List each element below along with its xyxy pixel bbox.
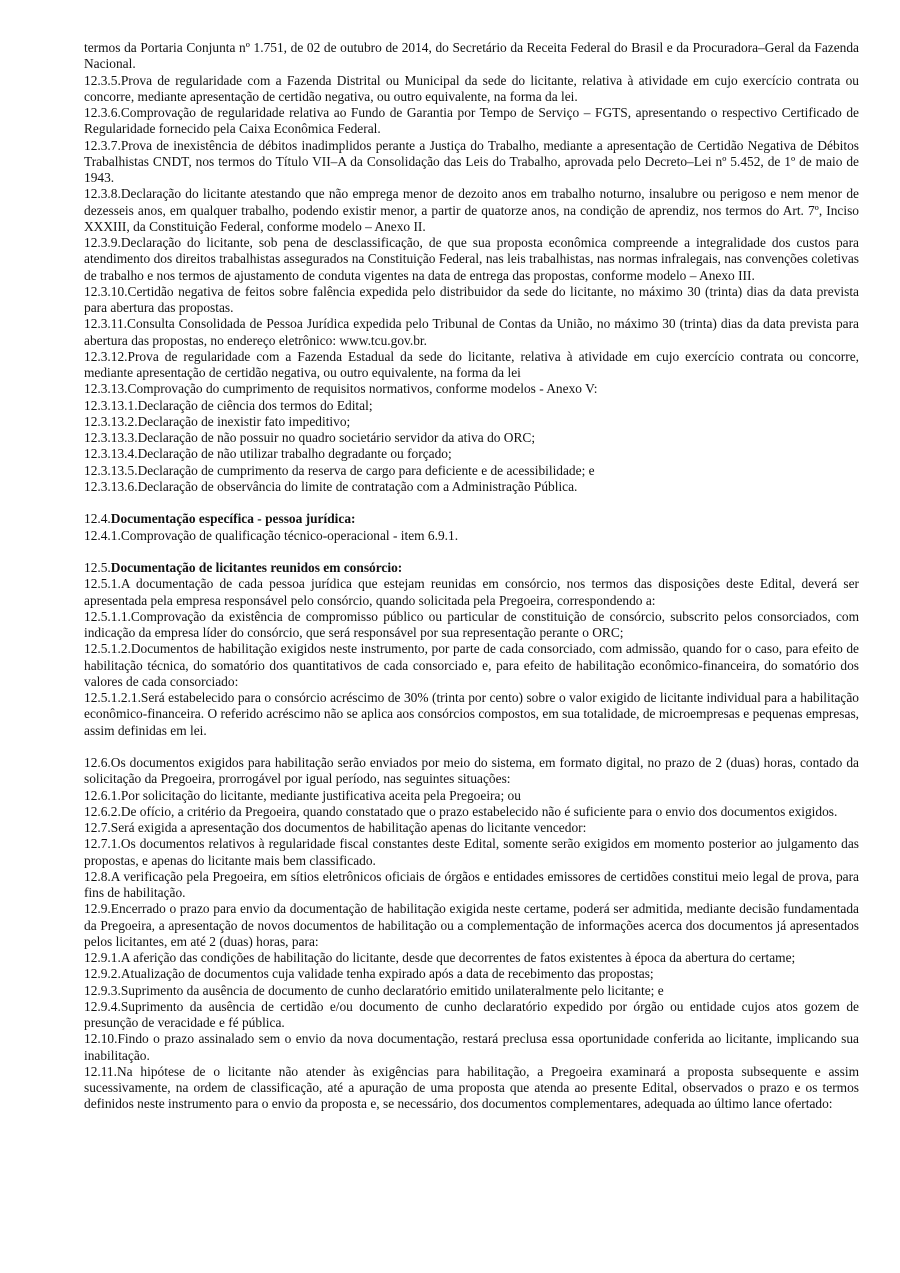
block-habilitacao-fiscal bbox=[84, 40, 859, 495]
spacer bbox=[84, 739, 859, 755]
section-number: 12.5. bbox=[84, 560, 111, 575]
section-title: Documentação específica - pessoa jurídica: bbox=[110, 511, 356, 527]
paragraph: 12.3.13.4.Declaração de não utilizar trabalho degradante ou forçado; bbox=[84, 446, 452, 462]
paragraph: 12.3.13.3.Declaração de não possuir no quadro societário servidor da ativa do ORC; bbox=[84, 430, 536, 445]
paragraph: 12.3.13.1.Declaração de ciência dos termos do Edital; bbox=[84, 397, 373, 413]
paragraph: 12.3.12.Prova de regularidade com a Fazenda Estadual da sede do licitante, relativa à atividade em cujo exercício contrata ou concorre, mediante apresentação de certidão negativa, ou outro equivalente, na forma da lei bbox=[84, 348, 859, 380]
section-number: 12.4. bbox=[84, 511, 111, 527]
paragraph: 12.3.9.Declaração do licitante, sob pena de desclassificação, de que sua proposta econômica compreende a integralidade dos custos para atendimento dos direitos trabalhistas assegurados na Constituição Federal, nas leis trabalhistas, nas normas infralegais, nas convenções coletivas de trabalho e nos termos de ajustamento de conduta vigentes na data de entrega das propostas, conforme modelo – Anexo III. bbox=[84, 235, 859, 283]
paragraph: 12.3.8.Declaração do licitante atestando que não emprega menor de dezoito anos em trabalho noturno, insalubre ou perigoso e nem menor de dezesseis anos, em qualquer trabalho, podendo existir menor, a partir de quatorze anos, na condição de aprendiz, nos termos do Art. 7º, Inciso XXXIII, da Constituição Federal, conforme modelo – Anexo II. bbox=[84, 186, 859, 234]
paragraph: 12.9.Encerrado o prazo para envio da documentação de habilitação exigida neste certame, poderá ser admitida, mediante decisão fundamentada da Pregoeira, a apresentação de novos documentos de habilitação ou a complementação de informações acerca dos documentos já apresentados pelos licitantes, em até 2 (duas) horas, para: bbox=[84, 901, 859, 949]
paragraph: 12.6.1.Por solicitação do licitante, mediante justificativa aceita pela Pregoeira; ou bbox=[84, 787, 521, 803]
paragraph: 12.5.1.1.Comprovação da existência de compromisso público ou particular de constituição de consórcio, subscrito pelos consorciados, com indicação da empresa líder do consórcio, que será responsável por sua representação perante o ORC; bbox=[84, 608, 859, 640]
block-envio-documentos bbox=[84, 755, 859, 1113]
paragraph: 12.9.4.Suprimento da ausência de certidão e/ou documento de cunho declaratório expedido por órgão ou entidade cujos atos gozem de presunção de veracidade e fé pública. bbox=[84, 998, 859, 1030]
paragraph: 12.3.13.2.Declaração de inexistir fato impeditivo; bbox=[84, 413, 351, 429]
paragraph: 12.6.Os documentos exigidos para habilitação serão enviados por meio do sistema, em formato digital, no prazo de 2 (duas) horas, contado da solicitação da Pregoeira, prorrogável por igual período, nas seguintes situações: bbox=[84, 755, 859, 787]
spacer bbox=[84, 495, 859, 511]
paragraph: 12.9.3.Suprimento da ausência de documento de cunho declaratório emitido unilateralmente pelo licitante; e bbox=[84, 982, 664, 998]
paragraph: 12.7.1.Os documentos relativos à regularidade fiscal constantes deste Edital, somente serão exigidos em momento posterior ao julgamento das propostas, e apenas do licitante mais bem classificado. bbox=[84, 836, 859, 868]
paragraph: 12.8.A verificação pela Pregoeira, em sítios eletrônicos oficiais de órgãos e entidades emissores de certidões constitui meio legal de prova, para fins de habilitação. bbox=[84, 868, 859, 900]
paragraph: 12.11.Na hipótese de o licitante não atender às exigências para habilitação, a Pregoeira examinará a proposta subsequente e assim sucessivamente, na ordem de classificação, até a apuração de uma proposta que atenda ao presente Edital, observados o prazo e os termos definidos neste instrumento para o envio da proposta e, se necessário, dos documentos complementares, adequada ao último lance ofertado: bbox=[84, 1063, 859, 1112]
paragraph: 12.6.2.De ofício, a critério da Pregoeira, quando constatado que o prazo estabelecido não é suficiente para o envio dos documentos exigidos. bbox=[84, 803, 838, 819]
paragraph: 12.5.1.A documentação de cada pessoa jurídica que estejam reunidas em consórcio, nos termos das disposições deste Edital, deverá ser apresentada pela empresa responsável pelo consórcio, quando solicitada pela Pregoeira, correspondendo a: bbox=[84, 576, 859, 608]
section-12-5-items bbox=[84, 576, 859, 739]
paragraph: 12.5.1.2.1.Será estabelecido para o consórcio acréscimo de 30% (trinta por cento) sobre o valor exigido de licitante individual para a habilitação econômico-financeira. O referido acréscimo não se aplica aos consórcios compostos, em sua totalidade, de microempresas e pequenas empresas, assim definidas em lei. bbox=[84, 690, 859, 738]
paragraph: 12.3.13.5.Declaração de cumprimento da reserva de cargo para deficiente e de acessibilidade; e bbox=[84, 462, 595, 478]
paragraph: 12.10.Findo o prazo assinalado sem o envio da nova documentação, restará preclusa essa oportunidade conferida ao licitante, implicando sua inabilitação. bbox=[84, 1031, 859, 1063]
document-page bbox=[84, 40, 859, 1113]
section-heading-12-5 bbox=[84, 560, 859, 576]
paragraph: 12.3.11.Consulta Consolidada de Pessoa Jurídica expedida pelo Tribunal de Contas da União, no máximo 30 (trinta) dias da data prevista para abertura das propostas, no endereço eletrônico: www.tcu.gov.br. bbox=[84, 316, 859, 348]
section-12-4-items bbox=[84, 528, 859, 544]
paragraph: 12.3.5.Prova de regularidade com a Fazenda Distrital ou Municipal da sede do licitante, relativa à atividade em cujo exercício contrata ou concorre, mediante apresentação de certidão negativa, ou outro equivalente, na forma da lei. bbox=[84, 72, 859, 104]
section-title: Documentação de licitantes reunidos em consórcio: bbox=[110, 560, 403, 575]
paragraph: 12.4.1.Comprovação de qualificação técnico-operacional - item 6.9.1. bbox=[84, 527, 459, 543]
paragraph: 12.5.1.2.Documentos de habilitação exigidos neste instrumento, por parte de cada consorciado, com admissão, quando for o caso, para efeito de habilitação técnica, do somatório dos quantitativos de cada consorciado e, para efeito de habilitação econômico-financeira, do somatório dos valores de cada consorciado: bbox=[84, 641, 859, 689]
spacer bbox=[84, 544, 859, 560]
paragraph: 12.3.10.Certidão negativa de feitos sobre falência expedida pelo distribuidor da sede do licitante, no máximo 30 (trinta) dias da data prevista para abertura das propostas. bbox=[84, 283, 859, 315]
paragraph: termos da Portaria Conjunta nº 1.751, de 02 de outubro de 2014, do Secretário da Receita Federal do Brasil e da Procuradora–Geral da Fazenda Nacional. bbox=[84, 40, 859, 72]
paragraph: 12.3.6.Comprovação de regularidade relativa ao Fundo de Garantia por Tempo de Serviço – FGTS, apresentando o respectivo Certificado de Regularidade fornecido pela Caixa Econômica Federal. bbox=[84, 105, 859, 137]
section-heading-12-4 bbox=[84, 511, 859, 527]
paragraph: 12.9.2.Atualização de documentos cuja validade tenha expirado após a data de recebimento das propostas; bbox=[84, 966, 654, 982]
paragraph: 12.3.13.Comprovação do cumprimento de requisitos normativos, conforme modelos - Anexo V: bbox=[84, 381, 598, 397]
paragraph: 12.9.1.A aferição das condições de habilitação do licitante, desde que decorrentes de fatos existentes à época da abertura do certame; bbox=[84, 950, 796, 965]
paragraph: 12.3.7.Prova de inexistência de débitos inadimplidos perante a Justiça do Trabalho, mediante a apresentação de Certidão Negativa de Débitos Trabalhistas CNDT, nos termos do Título VII–A da Consolidação das Leis do Trabalho, aprovada pelo Decreto–Lei nº 5.452, de 1º de maio de 1943. bbox=[84, 137, 859, 185]
paragraph: 12.7.Será exigida a apresentação dos documentos de habilitação apenas do licitante vencedor: bbox=[84, 820, 587, 835]
paragraph: 12.3.13.6.Declaração de observância do limite de contratação com a Administração Pública. bbox=[84, 478, 578, 494]
